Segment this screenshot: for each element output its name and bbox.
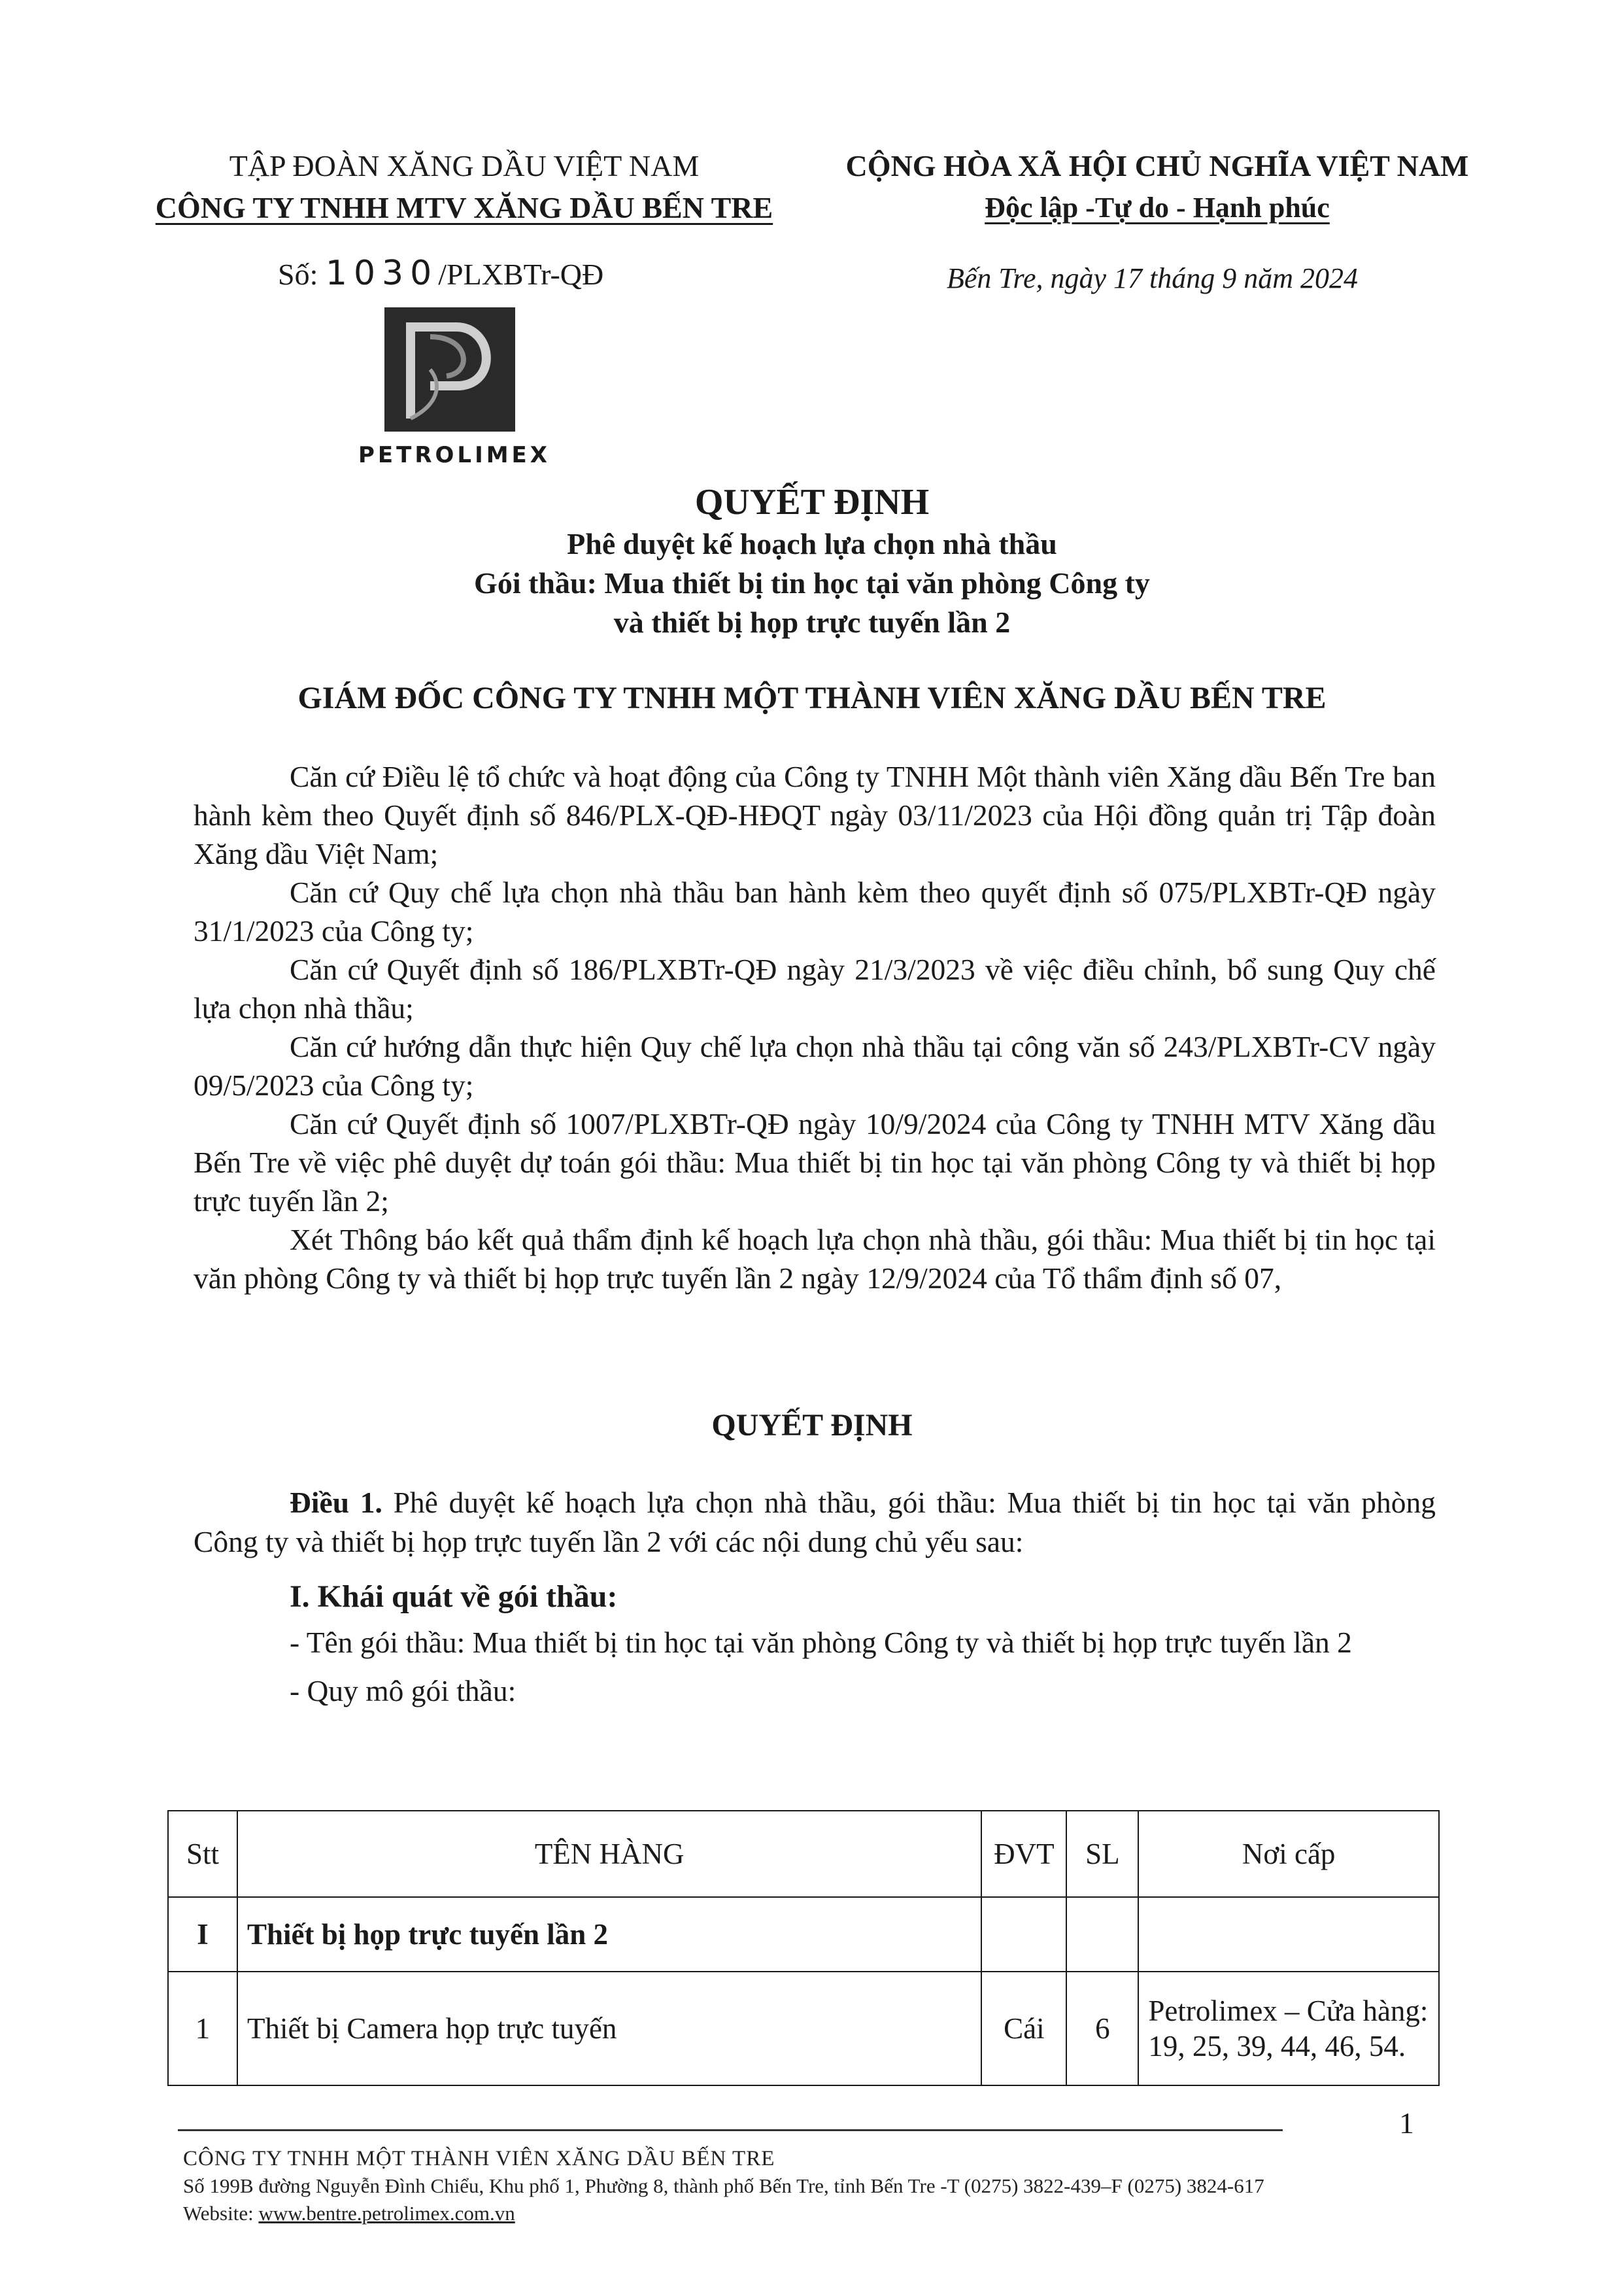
footer-website: Website: www.bentre.petrolimex.com.vn xyxy=(183,2202,515,2225)
document-number: Số: 1030/PLXBTr-QĐ xyxy=(278,254,604,293)
title-main: QUYẾT ĐỊNH xyxy=(694,482,930,522)
basis-paragraph: Xét Thông báo kết quả thẩm định kế hoạch lựa chọn nhà thầu, gói thầu: Mua thiết bị tin học tại văn phòng Công ty và thiết bị họp trực tuyến lần 2 ngày 12/9/2024 của Tổ thẩm định số 07, xyxy=(194,1223,1436,1295)
legal-bases xyxy=(194,757,1436,1297)
website-link[interactable]: www.bentre.petrolimex.com.vn xyxy=(258,2202,515,2225)
table-group-row: I Thiết bị họp trực tuyến lần 2 xyxy=(168,1897,1439,1972)
basis-paragraph: Căn cứ Quyết định số 186/PLXBTr-QĐ ngày 21/3/2023 về việc điều chỉnh, bổ sung Quy chế lựa chọn nhà thầu; xyxy=(194,953,1436,1025)
basis-paragraph: Căn cứ Quy chế lựa chọn nhà thầu ban hành kèm theo quyết định số 075/PLXBTr-QĐ ngày 31/1/2023 của Công ty; xyxy=(194,876,1436,948)
page-footer xyxy=(183,2145,1491,2227)
basis-paragraph: Căn cứ Quyết định số 1007/PLXBTr-QĐ ngày 10/9/2024 của Công ty TNHH MTV Xăng dầu Bến Tre về việc phê duyệt dự toán gói thầu: Mua thiết bị tin học tại văn phòng Công ty và thiết bị họp trực tuyến lần 2; xyxy=(194,1107,1436,1218)
table-row: 1 Thiết bị Camera họp trực tuyến Cái 6 Petrolimex – Cửa hàng: 19, 25, 39, 44, 46, 54. xyxy=(168,1972,1439,2085)
title-line-4: và thiết bị họp trực tuyến lần 2 xyxy=(613,606,1011,639)
handwritten-number: 1030 xyxy=(325,254,439,293)
title-line-2: Phê duyệt kế hoạch lựa chọn nhà thầu xyxy=(567,527,1057,560)
section-heading: I. Khái quát về gói thầu: xyxy=(290,1579,618,1614)
petrolimex-logo xyxy=(384,307,515,432)
issuer-header xyxy=(118,145,811,229)
goods-table xyxy=(167,1810,1440,2086)
page-number: 1 xyxy=(1399,2106,1414,2140)
article-1 xyxy=(194,1483,1436,1711)
article-1-text: Điều 1. Phê duyệt kế hoạch lựa chọn nhà thầu, gói thầu: Mua thiết bị tin học tại văn phòng Công ty và thiết bị họp trực tuyến lần 2 với các nội dung chủ yếu sau: xyxy=(194,1486,1436,1558)
document-date: Bến Tre, ngày 17 tháng 9 năm 2024 xyxy=(947,262,1358,294)
header-unit: ĐVT xyxy=(981,1811,1066,1897)
footer-address: Số 199B đường Nguyễn Đình Chiểu, Khu phố 1, Phường 8, thành phố Bến Tre, tỉnh Bến Tre -T (0275) 3822-439–F (0275) 3824-617 xyxy=(183,2174,1264,2197)
table-header-row xyxy=(168,1811,1439,1897)
basis-paragraph: Căn cứ hướng dẫn thực hiện Quy chế lựa chọn nhà thầu tại công văn số 243/PLXBTr-CV ngày 09/5/2023 của Công ty; xyxy=(194,1030,1436,1102)
company-name: CÔNG TY TNHH MTV XĂNG DẦU BẾN TRE xyxy=(155,191,773,224)
package-name: - Tên gói thầu: Mua thiết bị tin học tại văn phòng Công ty và thiết bị họp trực tuyến lần 2 xyxy=(290,1626,1352,1659)
footer-company: CÔNG TY TNHH MỘT THÀNH VIÊN XĂNG DẦU BẾN TRE xyxy=(183,2147,775,2170)
header-name: TÊN HÀNG xyxy=(237,1811,981,1897)
nation-title: CỘNG HÒA XÃ HỘI CHỦ NGHĨA VIỆT NAM xyxy=(845,149,1469,182)
header-stt: Stt xyxy=(168,1811,237,1897)
decision-title xyxy=(0,480,1624,642)
director-heading: GIÁM ĐỐC CÔNG TY TNHH MỘT THÀNH VIÊN XĂNG DẦU BẾN TRE xyxy=(297,681,1327,715)
parent-org: TẬP ĐOÀN XĂNG DẦU VIỆT NAM xyxy=(229,149,700,182)
header-qty: SL xyxy=(1066,1811,1138,1897)
nation-motto: Độc lập -Tự do - Hạnh phúc xyxy=(985,192,1330,224)
national-header xyxy=(811,145,1504,229)
header-place: Nơi cấp xyxy=(1138,1811,1439,1897)
basis-paragraph: Căn cứ Điều lệ tổ chức và hoạt động của Công ty TNHH Một thành viên Xăng dầu Bến Tre ban hành kèm theo Quyết định số 846/PLX-QĐ-HĐQT ngày 03/11/2023 của Hội đồng quản trị Tập đoàn Xăng dầu Việt Nam; xyxy=(194,760,1436,870)
title-line-3: Gói thầu: Mua thiết bị tin học tại văn phòng Công ty xyxy=(474,566,1150,600)
scale-label: - Quy mô gói thầu: xyxy=(290,1674,516,1707)
logo-wordmark: PETROLIMEX xyxy=(358,442,550,468)
footer-divider xyxy=(178,2129,1283,2131)
decision-heading: QUYẾT ĐỊNH xyxy=(711,1408,913,1443)
